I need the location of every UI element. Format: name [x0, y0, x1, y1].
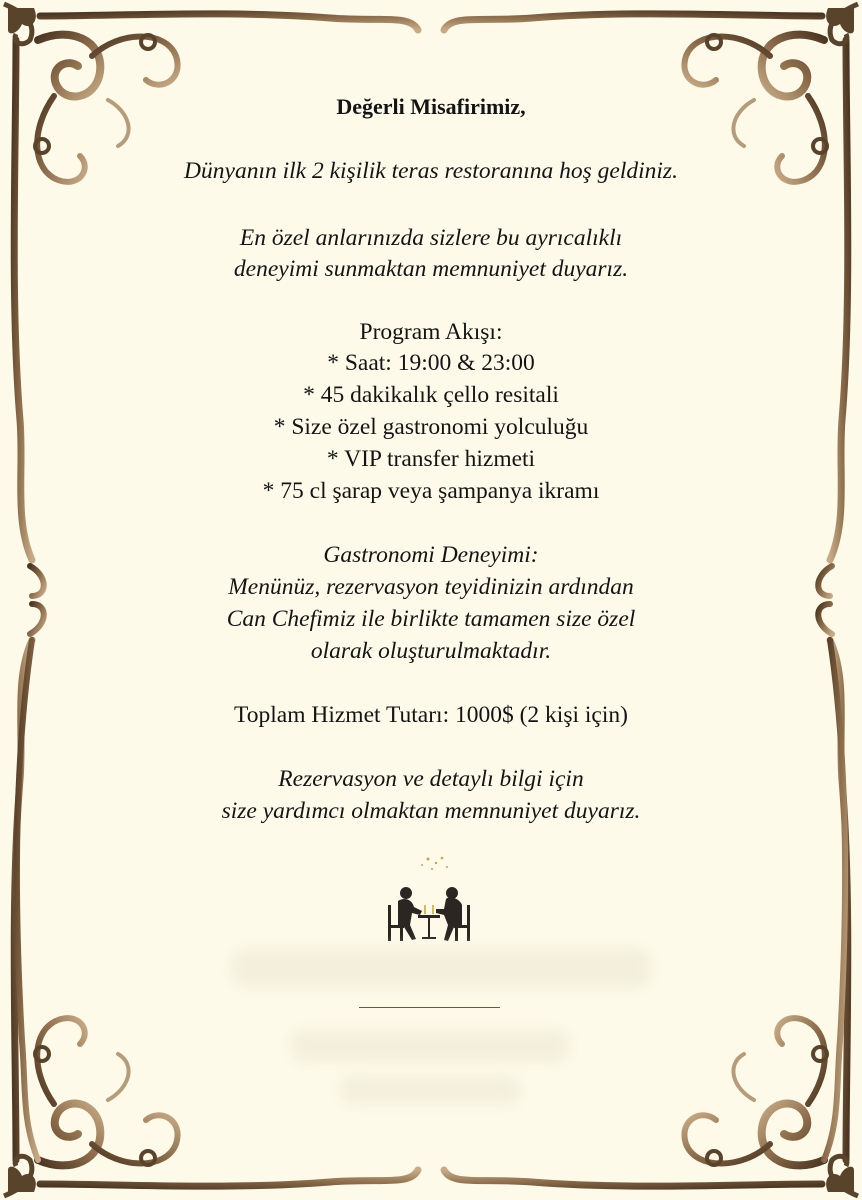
faded-area: [232, 948, 652, 988]
faded-area: [340, 1076, 520, 1104]
gastronomy-line-2: Can Chefimiz ile birlikte tamamen size özel: [226, 606, 636, 632]
program-item: * Saat: 19:00 & 23:00: [327, 350, 535, 376]
total-price: Toplam Hizmet Tutarı: 1000$ (2 kişi için): [234, 702, 628, 728]
welcome-text: Dünyanın ilk 2 kişilik teras restoranına hoş geldiniz.: [184, 158, 678, 184]
gastronomy-line-1: Menünüz, rezervasyon teyidinizin ardından: [228, 574, 634, 600]
program-item: * 75 cl şarap veya şampanya ikramı: [262, 478, 600, 504]
closing-line-2: size yardımcı olmaktan memnuniyet duyarız.: [221, 798, 641, 824]
closing-line-1: Rezervasyon ve detaylı bilgi için: [278, 766, 584, 792]
program-item: * 45 dakikalık çello resitali: [303, 382, 559, 408]
signature-line: [359, 1007, 500, 1008]
greeting-heading: Değerli Misafirimiz,: [336, 94, 526, 119]
intro-line-1: En özel anlarınızda sizlere bu ayrıcalıklı: [239, 225, 623, 251]
gastronomy-title: Gastronomi Deneyimi:: [323, 542, 539, 568]
faded-area: [290, 1030, 570, 1062]
intro-line-2: deneyimi sunmaktan memnuniyet duyarız.: [233, 256, 629, 282]
program-item: * VIP transfer hizmeti: [326, 446, 536, 472]
program-title: Program Akışı:: [359, 319, 503, 345]
program-item: * Size özel gastronomi yolculuğu: [273, 414, 589, 440]
dining-couple-icon: [380, 855, 478, 945]
gastronomy-line-3: olarak oluşturulmaktadır.: [310, 638, 552, 664]
